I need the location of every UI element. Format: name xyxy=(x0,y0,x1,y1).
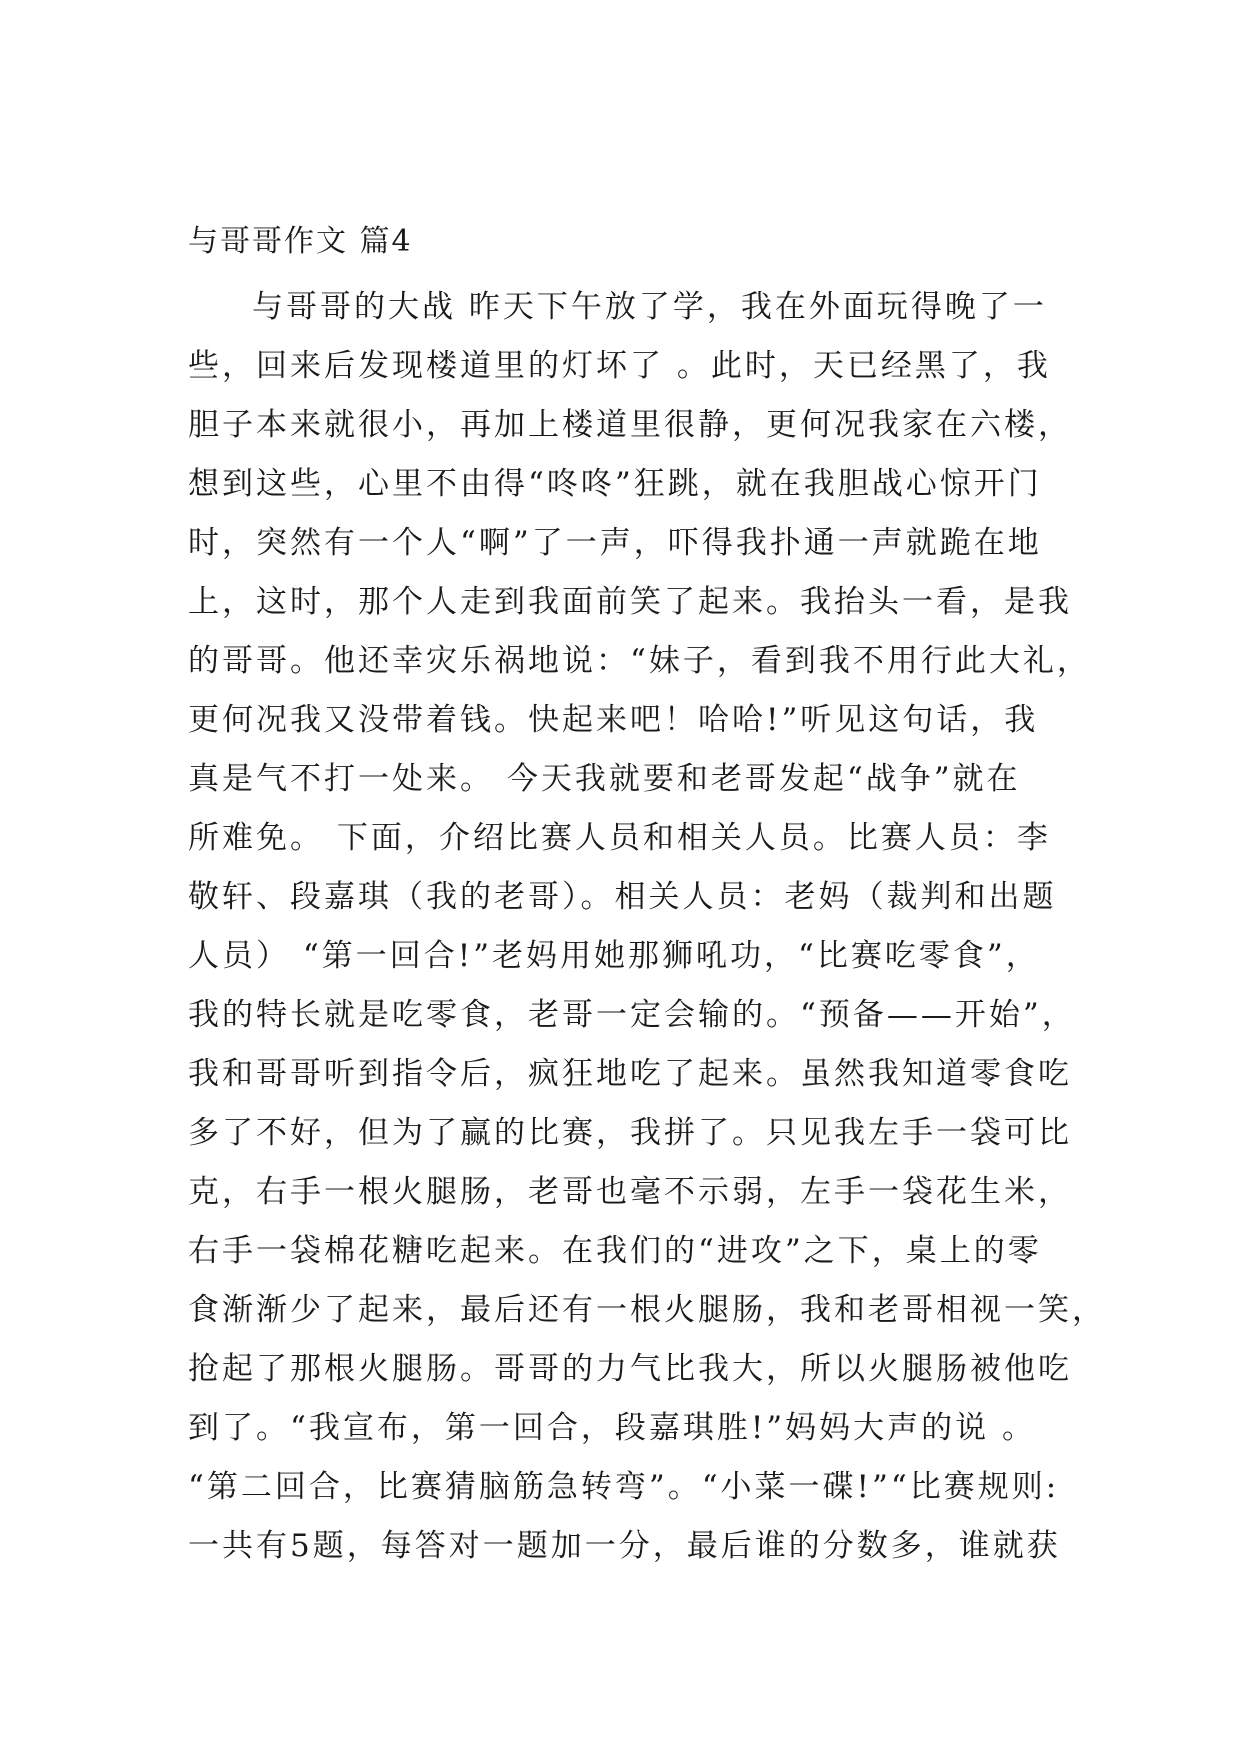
body-line: 上，这时，那个人走到我面前笑了起来。我抬头一看，是我 xyxy=(188,584,1072,620)
body-line: 多了不好，但为了赢的比赛，我拼了。只见我左手一袋可比 xyxy=(188,1115,1072,1151)
body-line: 一共有5题，每答对一题加一分，最后谁的分数多，谁就获 xyxy=(188,1528,1061,1564)
body-line: 想到这些，心里不由得“咚咚”狂跳，就在我胆战心惊开门 xyxy=(188,466,1042,502)
body-line: 食渐渐少了起来，最后还有一根火腿肠，我和老哥相视一笑， xyxy=(188,1292,1106,1328)
body-line: 人员） “第一回合!”老妈用她那狮吼功，“比赛吃零食”， xyxy=(188,938,1040,974)
body-line: 右手一袋棉花糖吃起来。在我们的“进攻”之下，桌上的零 xyxy=(188,1233,1042,1269)
body-line: 与哥哥的大战 昨天下午放了学，我在外面玩得晚了一 xyxy=(252,289,1047,325)
body-line: 抢起了那根火腿肠。哥哥的力气比我大，所以火腿肠被他吃 xyxy=(188,1351,1072,1387)
body-line: 所难免。 下面，介绍比赛人员和相关人员。比赛人员：李 xyxy=(188,820,1051,856)
body-line: 时，突然有一个人“啊”了一声，吓得我扑通一声就跪在地 xyxy=(188,525,1042,561)
body-line: 胆子本来就很小，再加上楼道里很静，更何况我家在六楼， xyxy=(188,407,1072,443)
body-line: 克，右手一根火腿肠，老哥也毫不示弱，左手一袋花生米， xyxy=(188,1174,1072,1210)
body-line: 敬轩、段嘉琪（我的老哥）。相关人员：老妈（裁判和出题 xyxy=(188,879,1057,915)
body-line: 更何况我又没带着钱。快起来吧！哈哈!”听见这句话，我 xyxy=(188,702,1039,738)
body-line: 的哥哥。他还幸灾乐祸地说：“妹子，看到我不用行此大礼， xyxy=(188,643,1091,679)
body-line: 真是气不打一处来。 今天我就要和老哥发起“战争”就在 xyxy=(188,761,1021,797)
body-line: 我和哥哥听到指令后，疯狂地吃了起来。虽然我知道零食吃 xyxy=(188,1056,1072,1092)
body-line: “第二回合，比赛猜脑筋急转弯”。“小菜一碟!”“比赛规则: xyxy=(188,1469,1060,1505)
document-body xyxy=(188,278,1106,1576)
body-line: 我的特长就是吃零食，老哥一定会输的。“预备——开始”， xyxy=(188,997,1076,1033)
body-line: 到了。“我宣布，第一回合，段嘉琪胜!”妈妈大声的说 。 xyxy=(188,1410,1037,1446)
body-line: 些，回来后发现楼道里的灯坏了 。此时，天已经黑了，我 xyxy=(188,348,1051,384)
document-title: 与哥哥作文 篇4 xyxy=(188,224,413,259)
